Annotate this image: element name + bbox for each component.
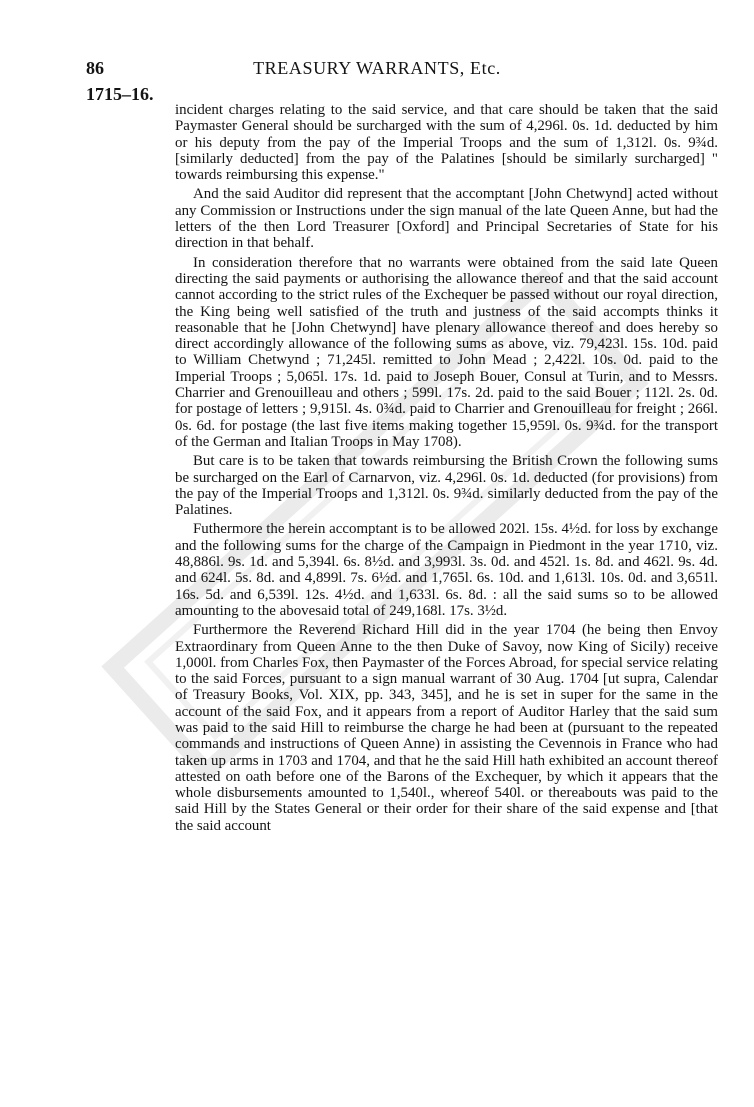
paragraph: In consideration therefore that no warrants were obtained from the said late Queen directing the said payments or authorising the allowance thereof and that the said account cannot according to the strict rules of the Exchequer be passed without our royal direction, the King being well satisfied of the truth and justness of the said accompts thinks it reasonable that he [John Chetwynd] have plenary allowance thereof and does hereby so direct accordingly allowance of the following sums as above, viz. 79,423l. 15s. 10d. paid to William Chetwynd ; 71,245l. remitted to John Mead ; 2,422l. 10s. 0d. paid to the Imperial Troops ; 5,065l. 17s. 1d. paid to Joseph Bouer, Consul at Turin, and to Messrs. Charrier and Grenouilleau and others ; 599l. 17s. 2d. paid to the said Bouer ; 112l. 2s. 0d. for postage of letters ; 9,915l. 4s. 0¾d. paid to Charrier and Grenouilleau for freight ; 266l. 0s. 6d. for postage (the last five items making together 15,959l. 0s. 9¾d. for the transport of the German and Italian Troops in May 1708). xyxy=(175,254,718,450)
page-number: 86 xyxy=(86,58,104,78)
paragraph: But care is to be taken that towards reimbursing the British Crown the following sums be surcharged on the Earl of Carnarvon, viz. 4,296l. 0s. 1d. deducted (for provisions) from the pay of the Imperial Troops and 1,312l. 0s. 9¾d. similarly deducted from the pay of the Palatines. xyxy=(175,453,718,519)
year-range: 1715–16. xyxy=(86,84,154,104)
paragraph: Furthermore the Reverend Richard Hill did in the year 1704 (he being then Envoy Extraordinary from Queen Anne to the then Duke of Savoy, now King of Sicily) receive 1,000l. from Charles Fox, then Paymaster of the Forces Abroad, for special service relating to the said Forces, pursuant to a sign manual warrant of 30 Aug. 1704 [ut supra, Calendar of Treasury Books, Vol. XIX, pp. 343, 345], and he is set in super for the same in the account of the said Fox, and it appears from a report of Auditor Harley that the said sum was paid to the said Hill to reimburse the charge he had been at (pursuant to the repeated commands and instructions of Queen Anne) in assisting the Cevennois in France who had taken up arms in 1703 and 1704, and that he the said Hill hath exhibited an account thereof attested on oath before one of the Barons of the Exchequer, by which it appears that the whole disbursements amounted to 1,540l., whereof 540l. or thereabouts was paid to the said Hill by the States General or their order for their share of the said expense and [that the said account xyxy=(175,622,718,834)
paragraph: And the said Auditor did represent that the accomptant [John Chetwynd] acted without any Commission or Instructions under the sign manual of the late Queen Anne, but had the letters of the then Lord Treasurer [Oxford] and Principal Secretaries of State for his direction in that behalf. xyxy=(175,186,718,252)
paragraph: incident charges relating to the said service, and that care should be taken that the said Paymaster General should be surcharged with the sum of 4,296l. 0s. 1d. deducted by him or his deputy from the pay of the Imperial Troops and the sum of 1,312l. 0s. 9¾d. [similarly deducted] from the pay of the Palatines [should be similarly surcharged] " towards reimbursing this expense." xyxy=(175,102,718,184)
body-text xyxy=(175,102,718,837)
paragraph: Futhermore the herein accomptant is to be allowed 202l. 15s. 4½d. for loss by exchange and the following sums for the charge of the Campaign in Piedmont in the year 1710, viz. 48,886l. 9s. 1d. and 5,394l. 6s. 8½d. and 3,993l. 3s. 0d. and 452l. 1s. 8d. and 462l. 9s. 4d. and 624l. 5s. 8d. and 4,899l. 7s. 6½d. and 1,765l. 6s. 10d. and 1,613l. 10s. 0d. and 3,651l. 16s. 5d. and 6,539l. 12s. 4½d. and 1,633l. 6s. 8d. : all the said sums so to be allowed amounting to the abovesaid total of 249,168l. 17s. 3½d. xyxy=(175,521,718,619)
running-title: TREASURY WARRANTS, Etc. xyxy=(253,58,501,78)
